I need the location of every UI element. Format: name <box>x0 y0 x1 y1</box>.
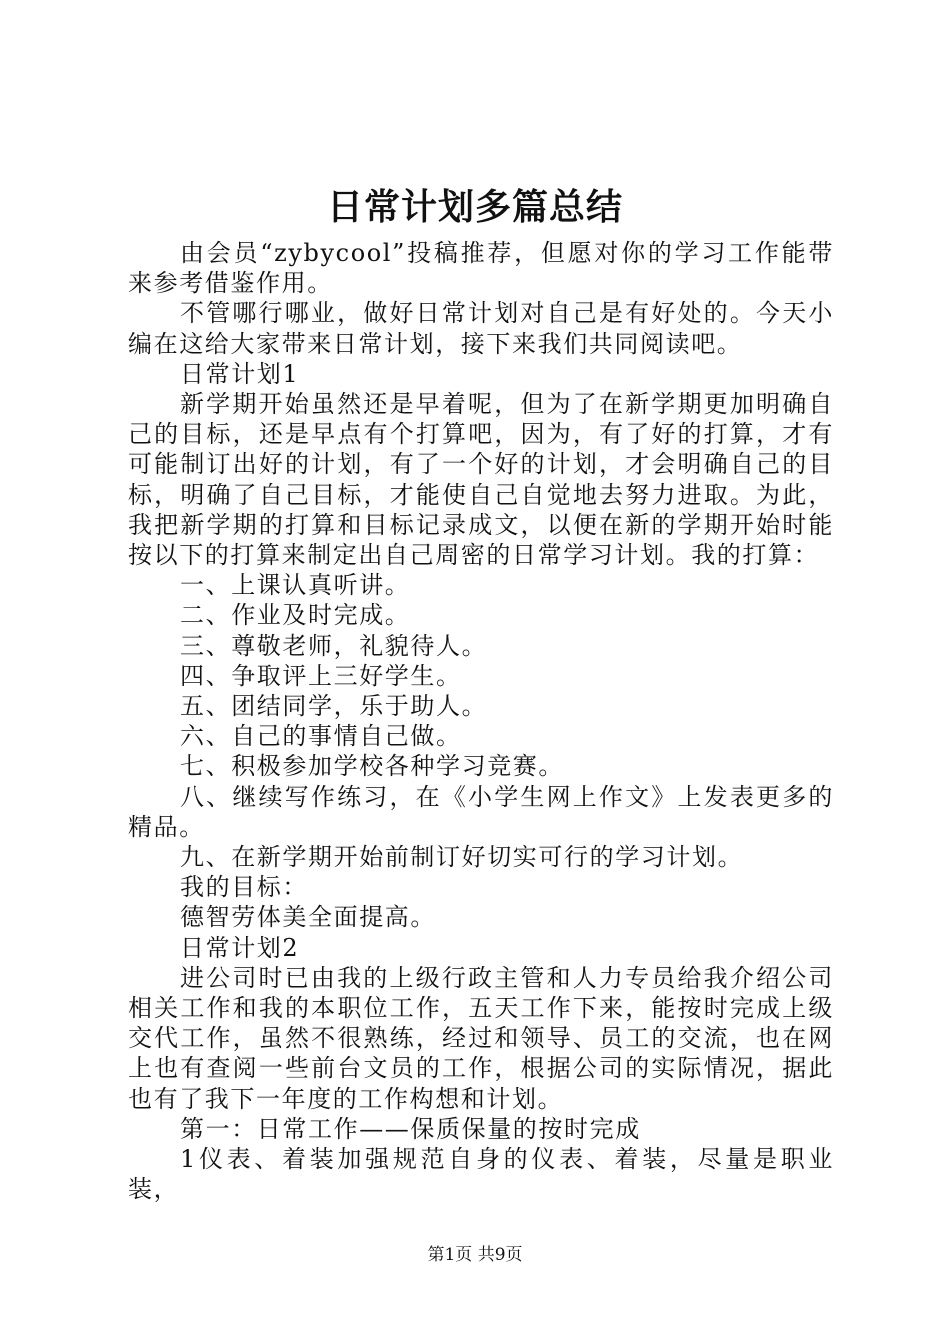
paragraph: 新学期开始虽然还是早着呢，但为了在新学期更加明确自己的目标，还是早点有个打算吧，因为，有了好的打算，才有可能制订出好的计划，有了一个好的计划，才会明确自己的目标，明确了自己目标，才能使自己自觉地去努力进取。为此，我把新学期的打算和目标记录成文，以便在新的学期开始时能按以下的打算来制定出自己周密的日常学习计划。我的打算： <box>128 390 834 570</box>
page-footer: 第1页 共9页 <box>427 1245 523 1265</box>
paragraph: 不管哪行哪业，做好日常计划对自己是有好处的。今天小编在这给大家带来日常计划，接下来我们共同阅读吧。 <box>128 299 834 358</box>
document-title: 日常计划多篇总结 <box>326 186 623 228</box>
list-item: 七、积极参加学校各种学习竞赛。 <box>180 752 564 781</box>
list-item: 八、继续写作练习，在《小学生网上作文》上发表更多的精品。 <box>128 782 834 841</box>
section-heading: 日常计划2 <box>180 933 300 962</box>
list-item: 五、团结同学，乐于助人。 <box>180 692 488 721</box>
document-body <box>128 238 834 1205</box>
list-item: 二、作业及时完成。 <box>180 601 411 630</box>
list-item: 九、在新学期开始前制订好切实可行的学习计划。 <box>180 843 744 872</box>
list-item: 六、自己的事情自己做。 <box>180 722 462 751</box>
list-item: 一、上课认真听讲。 <box>180 571 411 600</box>
list-item: 四、争取评上三好学生。 <box>180 661 462 690</box>
paragraph: 进公司时已由我的上级行政主管和人力专员给我介绍公司相关工作和我的本职位工作，五天工作下来，能按时完成上级交代工作，虽然不很熟练，经过和领导、员工的交流，也在网上也有查阅一些前台文员的工作，根据公司的实际情况，据此也有了我下一年度的工作构想和计划。 <box>128 963 834 1113</box>
paragraph: 我的目标： <box>180 873 308 902</box>
paragraph: 由会员“zybycool”投稿推荐，但愿对你的学习工作能带来参考借鉴作用。 <box>128 239 834 298</box>
list-item: 三、尊敬老师，礼貌待人。 <box>180 631 488 660</box>
section-heading: 日常计划1 <box>180 359 300 388</box>
paragraph: 第一：日常工作——保质保量的按时完成 <box>180 1114 641 1143</box>
paragraph: 德智劳体美全面提高。 <box>180 903 436 932</box>
paragraph: 1仪表、着装加强规范自身的仪表、着装，尽量是职业装， <box>128 1145 834 1204</box>
